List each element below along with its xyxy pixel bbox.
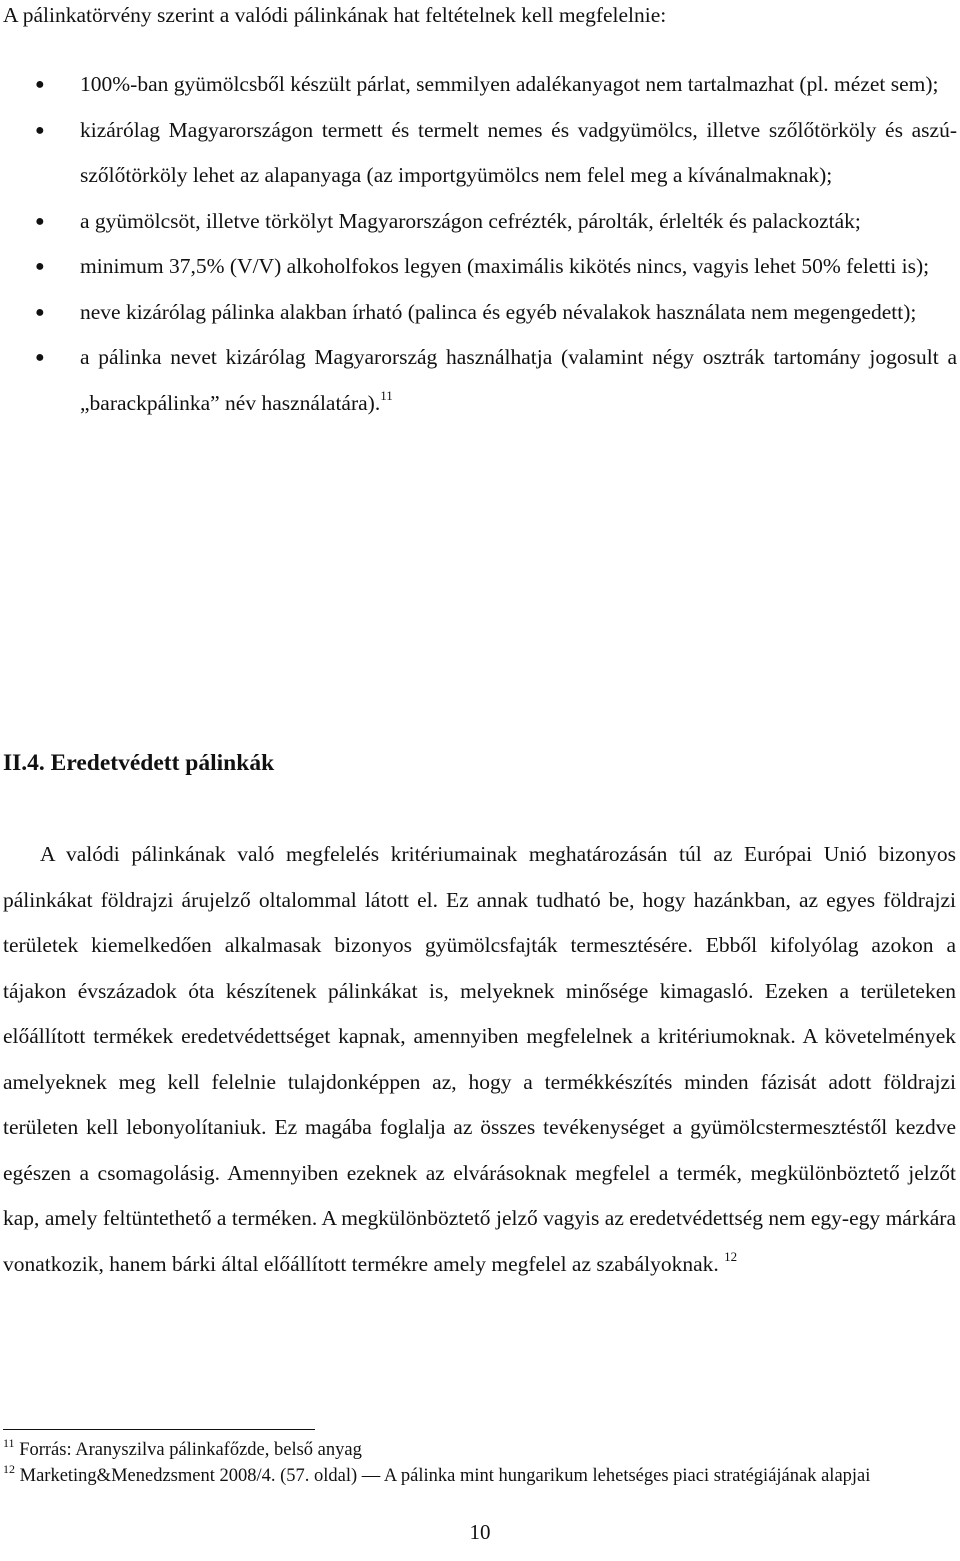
bullet-icon: ● xyxy=(35,258,45,275)
footnote xyxy=(3,1463,958,1489)
bullet-icon: ● xyxy=(35,212,45,230)
requirements-list xyxy=(0,62,957,426)
bullet-icon: ● xyxy=(35,76,45,93)
footnote-ref[interactable]: 11 xyxy=(380,387,393,403)
footnote-separator xyxy=(3,1429,315,1430)
list-item-text: a pálinka nevet kizárólag Magyarország használhatja (valamint négy osztrák tartomány jogosult a „barackpálinka” név használatára). xyxy=(80,345,957,415)
bullet-icon: ● xyxy=(35,349,45,366)
footnote xyxy=(3,1437,958,1463)
list-item-text: a gyümölcsöt, illetve törkölyt Magyarországon cefrézték, párolták, érlelték és palackozták; xyxy=(80,208,861,233)
footnote-number: 12 xyxy=(3,1462,15,1476)
bullet-icon: ● xyxy=(35,121,45,139)
page-number: 10 xyxy=(469,1520,491,1544)
footnotes xyxy=(3,1437,958,1489)
list-item xyxy=(0,335,957,426)
list-item xyxy=(0,62,957,108)
footnote-text: Forrás: Aranyszilva pálinkafőzde, belső anyag xyxy=(19,1440,362,1460)
list-item-text: 100%-ban gyümölcsből készült párlat, semmilyen adalékanyagot nem tartalmazhat (pl. mézet sem); xyxy=(80,72,939,96)
section-heading: II.4. Eredetvédett pálinkák xyxy=(3,750,275,776)
footnote-text: Marketing&Menedzsment 2008/4. (57. oldal) ― A pálinka mint hungarikum lehetséges piaci stratégiájának alapjai xyxy=(19,1466,871,1486)
list-item xyxy=(0,108,957,199)
list-item-text: neve kizárólag pálinka alakban írható (palinca és egyéb névalakok használata nem megengedett); xyxy=(80,299,917,324)
intro-text: A pálinkatörvény szerint a valódi pálinkának hat feltételnek kell megfelelnie: xyxy=(3,3,667,27)
list-item xyxy=(0,290,957,336)
footnote-ref[interactable]: 12 xyxy=(724,1248,738,1264)
list-item xyxy=(0,244,957,290)
paragraph-text: A valódi pálinkának való megfelelés kritériumainak meghatározásán túl az Európai Unió bizonyos pálinkákat földrajzi árujelző oltalommal látott el. Ez annak tudható be, hogy hazánkban, az egyes földrajzi területek kiemelkedően alkalmasak bizonyos gyümölcsfajták termesztésére. Ebből kifolyólag azokon a tájakon évszázadok óta készítenek pálinkákat is, melyeknek minősége kimagasló. Ezeken a területeken előállított termékek eredetvédettséget kapnak, amennyiben megfelelnek a kritériumoknak. A követelmények amelyeknek meg kell felelnie tulajdonképpen az, hogy a termékkészítés minden fázisát adott földrajzi területen kell lebonyolítaniuk. Ez magába foglalja az összes tevékenységet a gyümölcstermesztéstől kezdve egészen a csomagolásig. Amennyiben ezeknek az elvárásoknak megfelel a termék, megkülönböztető jelzőt kap, amely feltüntethető a terméken. A megkülönböztető jelző vagyis az eredetvédettség nem egy-egy márkára vonatkozik, hanem bárki által előállított termékre amely megfelel az szabályoknak. xyxy=(3,842,956,1276)
bullet-icon: ● xyxy=(35,303,45,321)
list-item xyxy=(0,199,957,245)
body-paragraph xyxy=(3,832,956,1287)
list-item-text: kizárólag Magyarországon termett és termelt nemes és vadgyümölcs, illetve szőlőtörköly és aszú-szőlőtörköly lehet az alapanyaga (az importgyümölcs nem felel meg a kívánalmaknak); xyxy=(80,117,957,187)
footnote-number: 11 xyxy=(3,1436,15,1450)
list-item-text: minimum 37,5% (V/V) alkoholfokos legyen (maximális kikötés nincs, vagyis lehet 50% feletti is); xyxy=(80,254,930,278)
